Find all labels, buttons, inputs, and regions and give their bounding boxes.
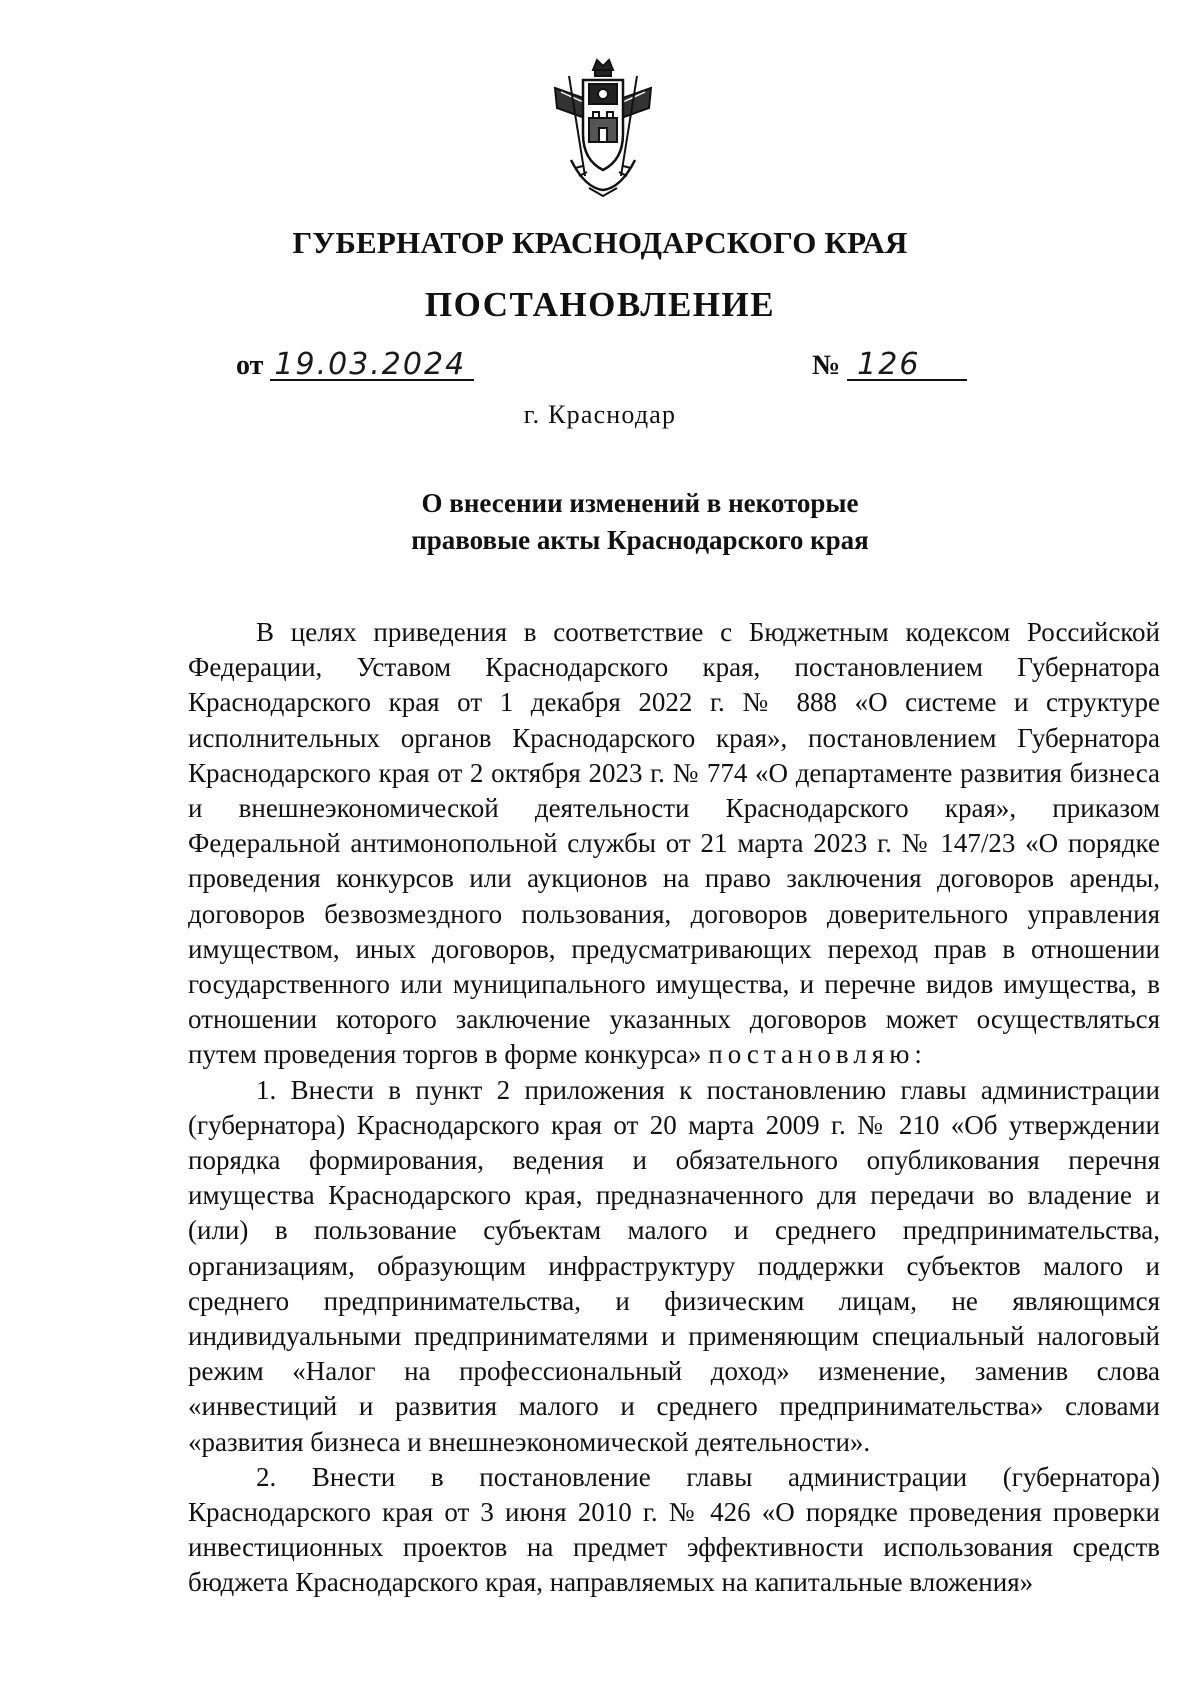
issuing-authority: ГУБЕРНАТОР КРАСНОДАРСКОГО КРАЯ xyxy=(292,225,908,260)
subject-line-1: О внесении изменений в некоторые xyxy=(421,488,859,518)
decree-word: постановляю: xyxy=(708,1039,927,1070)
preamble-text: В целях приведения в соответствие с Бюджетным кодексом Российской Федерации, Уставом Краснодарского края, постановлением Губернатора Краснодарского края от 1 декабря 2022 г. № 888 «О системе и структуре исполнительных органов Краснодарского края», постановлением Губернатора Краснодарского края от 2 октября 2023 г. № 774 «О департаменте развития бизнеса и внешнеэкономической деятельности Краснодарского края», приказом Федеральной антимонопольной службы от 21 марта 2023 г. № 147/23 «О порядке проведения конкурсов или аукционов на право заключения договоров аренды, договоров безвозмездного пользования, договоров доверительного управления имуществом, иных договоров, предусматривающих переход прав в отношении государственного или муниципального имущества, и перечне видов имущества, в отношении которого заключение указанных договоров может осуществляться путем проведения торгов в форме конкурса» xyxy=(188,617,1160,1070)
document-body xyxy=(188,615,1160,1601)
item-1-paragraph: 1. Внести в пункт 2 приложения к постановлению главы администрации (губернатора) Краснодарского края от 20 марта 2009 г. № 210 «Об утверждении порядка формирования, ведения и обязательного опубликования перечня имущества Краснодарского края, предназначенного для передачи во владение и (или) в пользование субъектам малого и среднего предпринимательства, организациям, образующим инфраструктуру поддержки субъектов малого и среднего предпринимательства, и физическим лицам, не являющимся индивидуальными предпринимателями и применяющим специальный налоговый режим «Налог на профессиональный доход» изменение, заменив слова «инвестиций и развития малого и среднего предпринимательства» словами «развития бизнеса и внешнеэкономической деятельности». xyxy=(188,1074,1160,1457)
document-subject xyxy=(380,485,900,559)
number-value: 126 xyxy=(847,351,967,381)
krasnodar-krai-coat-of-arms-icon xyxy=(545,56,661,198)
number-label: № xyxy=(812,350,841,381)
item-2-paragraph: 2. Внести в постановление главы администрации (губернатора) Краснодарского края от 3 июня 2010 г. № 426 «О порядке проведения проверки инвестиционных проектов на предмет эффективности использования средств бюджета Краснодарского края, направляемых на капитальные вложения» xyxy=(188,1461,1160,1598)
city: г. Краснодар xyxy=(523,400,677,429)
date-label: от xyxy=(236,350,264,381)
preamble-paragraph xyxy=(188,615,1160,1073)
document-date xyxy=(236,347,474,382)
document-type: ПОСТАНОВЛЕНИЕ xyxy=(424,285,776,324)
date-value: 19.03.2024 xyxy=(270,351,474,381)
subject-line-2: правовые акты Краснодарского края xyxy=(411,525,869,555)
document-number xyxy=(812,347,967,382)
